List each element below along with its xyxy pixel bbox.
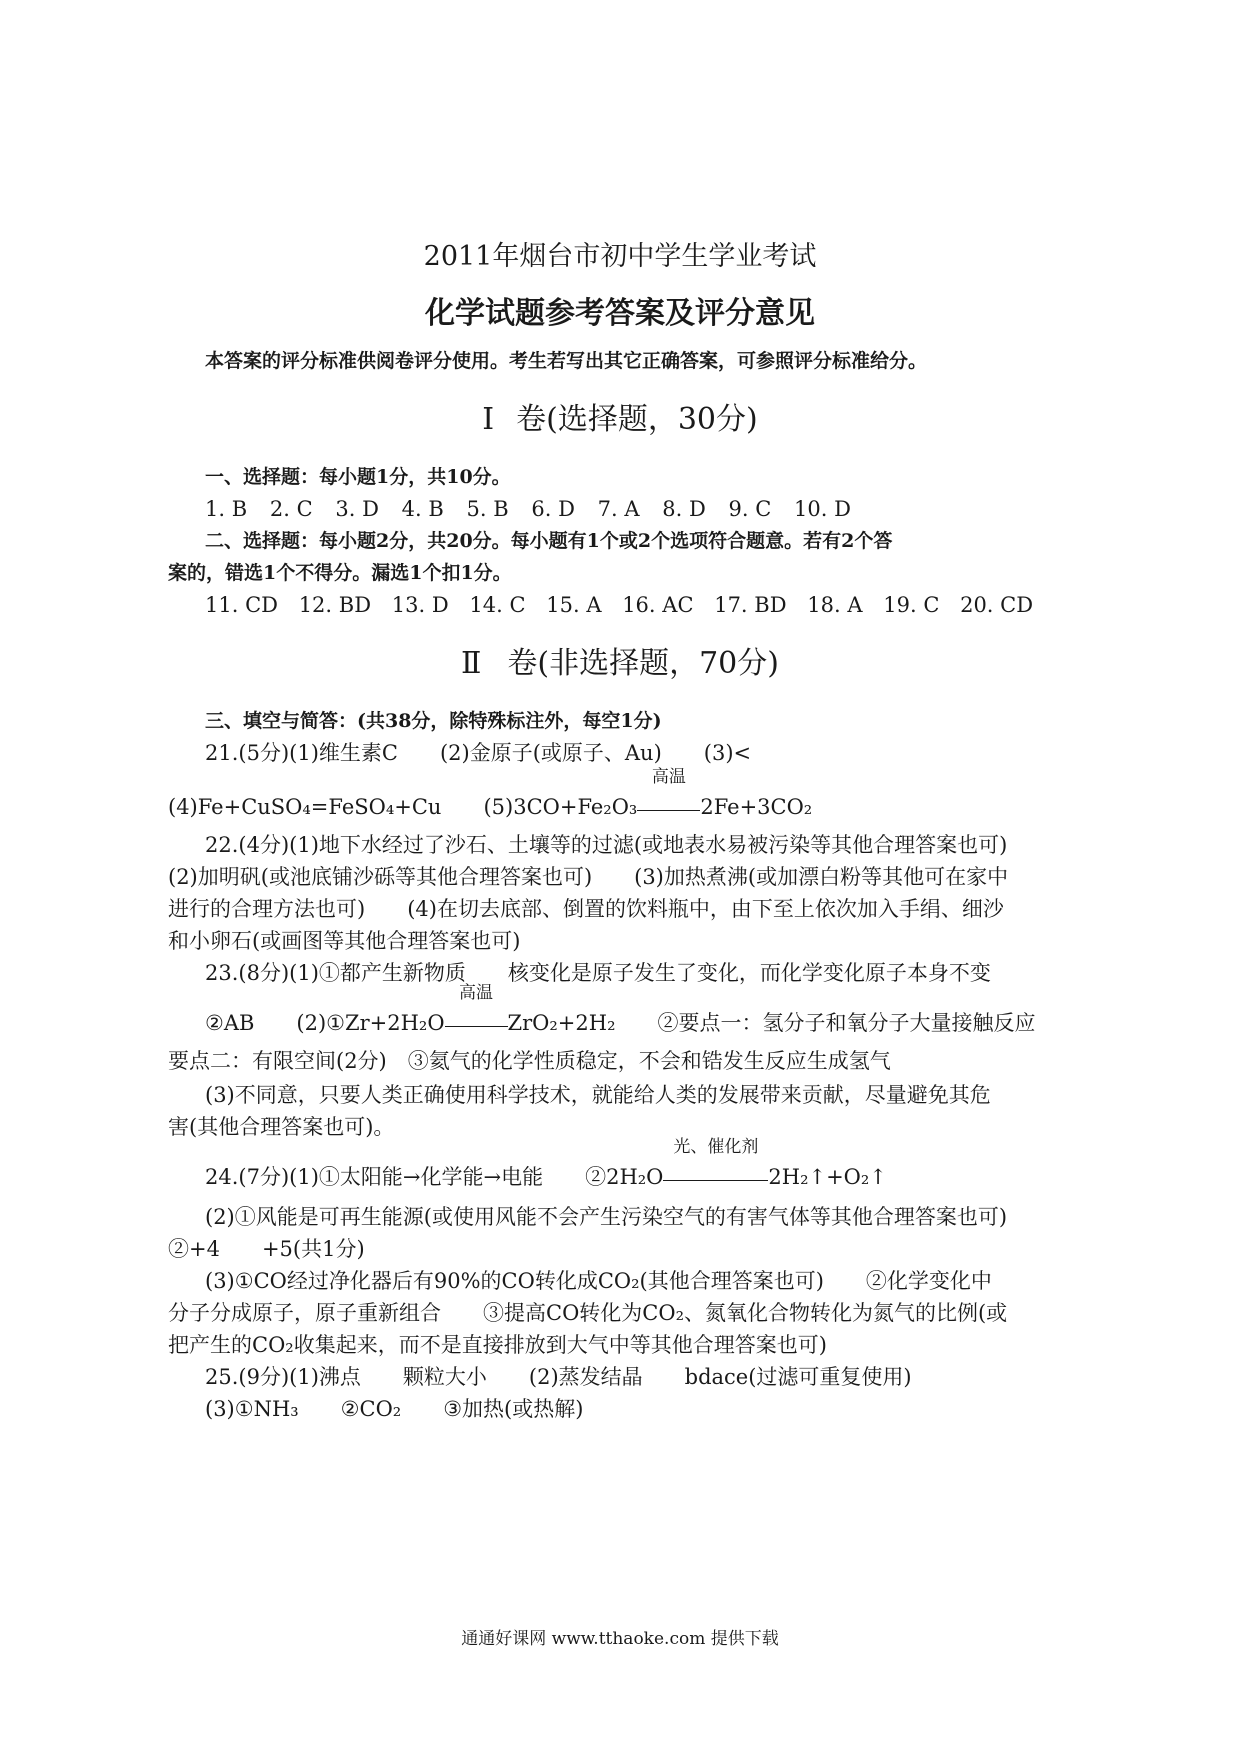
answer-item: 19. C <box>883 593 940 617</box>
q21-line1: 21.(5分)(1)维生素C (2)金原子(或原子、Au) (3)< <box>205 741 752 765</box>
reaction-condition-arrow: 高温 <box>637 792 700 821</box>
q24-line3: ②+4 +5(共1分) <box>168 1237 365 1261</box>
answer-item: 18. A <box>807 593 863 617</box>
q24-line2: (2)①风能是可再生能源(或使用风能不会产生污染空气的有害气体等其他合理答案也可) <box>205 1205 1008 1229</box>
q24-line5: 分子分成原子，原子重新组合 ③提高CO转化为CO₂、氮氧化合物转化为氮气的比例(或 <box>168 1301 1008 1325</box>
answer-item: 5. B <box>466 497 509 521</box>
q24-line4: (3)①CO经过净化器后有90%的CO转化成CO₂(其他合理答案也可) ②化学变化中 <box>205 1269 992 1293</box>
q25-line1: 25.(9分)(1)沸点 颗粒大小 (2)蒸发结晶 bdace(过滤可重复使用) <box>205 1365 912 1389</box>
answer-item: 11. CD <box>205 593 278 617</box>
answer-item: 12. BD <box>298 593 372 617</box>
answer-item: 8. D <box>662 497 706 521</box>
q23-line1: 23.(8分)(1)①都产生新物质 核变化是原子发生了变化，而化学变化原子本身不变 <box>205 961 991 985</box>
answer-item: 13. D <box>391 593 449 617</box>
answer-item: 20. CD <box>960 593 1034 617</box>
answer-item: 14. C <box>469 593 526 617</box>
answer-item: 2. C <box>269 497 313 521</box>
part2-heading-text: 卷(非选择题，70分) <box>507 646 779 681</box>
exam-title: 2011年烟台市初中学生学业考试 <box>423 241 817 272</box>
part2-heading <box>0 644 1240 684</box>
q21-line2: (4)Fe+CuSO₄=FeSO₄+Cu (5)3CO+Fe₂O₃ 高温 2Fe+3CO₂ <box>168 767 813 819</box>
answer-item: 3. D <box>335 497 379 521</box>
section1-answers <box>205 494 851 524</box>
section2-title-line2: 案的，错选1个不得分。漏选1个扣1分。 <box>168 562 512 584</box>
answer-item: 6. D <box>531 497 575 521</box>
section2-title-line1: 二、选择题：每小题2分，共20分。每小题有1个或2个选项符合题意。若有2个答 <box>205 530 893 552</box>
answer-item: 9. C <box>728 497 772 521</box>
q25-line2: (3)①NH₃ ②CO₂ ③加热(或热解) <box>205 1397 584 1421</box>
doc-title: 化学试题参考答案及评分意见 <box>425 296 815 331</box>
section3-title: 三、填空与简答：(共38分，除特殊标注外，每空1分) <box>205 710 662 732</box>
part1-heading <box>0 400 1240 440</box>
reaction-condition-arrow: 高温 <box>445 1008 508 1037</box>
answer-item: 7. A <box>597 497 640 521</box>
answer-item: 17. BD <box>714 593 787 617</box>
answer-item: 1. B <box>205 497 248 521</box>
q22-line2: (2)加明矾(或池底铺沙砾等其他合理答案也可) (3)加热煮沸(或加漂白粉等其他可在家中 <box>168 865 1009 889</box>
scoring-note: 本答案的评分标准供阅卷评分使用。考生若写出其它正确答案，可参照评分标准给分。 <box>205 350 928 372</box>
section2-answers <box>205 590 1033 620</box>
footer-download-note: 通通好课网 www.tthaoke.com 提供下载 <box>461 1629 779 1649</box>
reaction-condition-arrow: 光、催化剂 <box>663 1162 768 1191</box>
answer-item: 15. A <box>546 593 602 617</box>
q23-line4: (3)不同意，只要人类正确使用科学技术，就能给人类的发展带来贡献，尽量避免其危 <box>205 1083 991 1107</box>
part1-heading-text: 卷(选择题，30分) <box>516 402 758 437</box>
answer-item: 4. B <box>401 497 444 521</box>
section1-title: 一、选择题：每小题1分，共10分。 <box>205 466 511 488</box>
q22-line4: 和小卵石(或画图等其他合理答案也可) <box>168 929 521 953</box>
q24-line6: 把产生的CO₂收集起来，而不是直接排放到大气中等其他合理答案也可) <box>168 1333 827 1357</box>
q24-line1: 24.(7分)(1)①太阳能→化学能→电能 ②2H₂O 光、催化剂 2H₂↑+O₂↑ <box>205 1137 887 1189</box>
answer-item: 10. D <box>793 497 851 521</box>
part1-roman-numeral: Ⅰ <box>482 402 495 437</box>
q22-line3: 进行的合理方法也可) (4)在切去底部、倒置的饮料瓶中，由下至上依次加入手绢、细沙 <box>168 897 1004 921</box>
part2-roman-numeral: Ⅱ <box>461 646 482 681</box>
q22-line1: 22.(4分)(1)地下水经过了沙石、土壤等的过滤(或地表水易被污染等其他合理答案也可) <box>205 833 1008 857</box>
q23-line2: ②AB (2)①Zr+2H₂O 高温 ZrO₂+2H₂ ②要点一：氢分子和氧分子大量接触反应 <box>205 983 1036 1035</box>
q23-line3: 要点二：有限空间(2分) ③氦气的化学性质稳定，不会和锆发生反应生成氢气 <box>168 1049 891 1073</box>
q23-line5: 害(其他合理答案也可)。 <box>168 1115 395 1139</box>
answer-item: 16. AC <box>622 593 694 617</box>
